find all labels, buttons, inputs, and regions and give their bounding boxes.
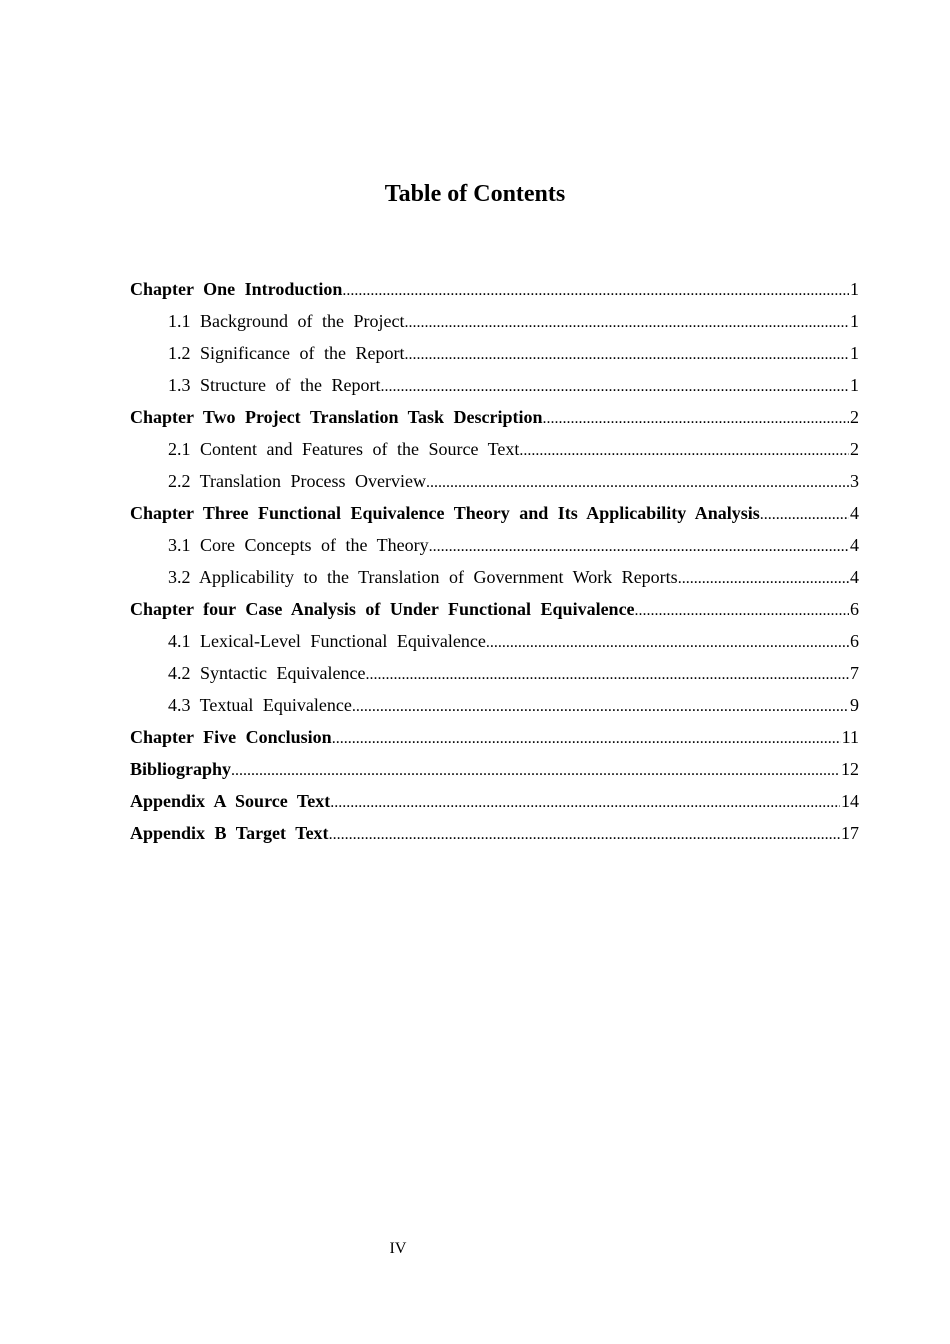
toc-entry-title: 4.1 Lexical-Level Functional Equivalence xyxy=(168,631,486,651)
dot-leader xyxy=(678,566,849,592)
toc-section-entry[interactable] xyxy=(130,532,859,564)
toc-page-number: 12 xyxy=(841,759,859,779)
toc-page-number: 2 xyxy=(850,407,859,427)
toc-chapter-entry[interactable] xyxy=(130,500,859,532)
toc-entry-title: Chapter Five Conclusion xyxy=(130,727,332,747)
toc-page-number: 9 xyxy=(850,695,859,715)
toc-page-number: 17 xyxy=(841,823,859,843)
toc-page-number: 4 xyxy=(850,503,859,523)
toc-chapter-entry[interactable] xyxy=(130,404,859,436)
dot-leader xyxy=(365,662,849,688)
toc-entry-title: 4.3 Textual Equivalence xyxy=(168,695,352,715)
dot-leader xyxy=(380,374,849,400)
toc-chapter-entry[interactable] xyxy=(130,724,859,756)
toc-section-entry[interactable] xyxy=(130,308,859,340)
page-number-footer: IV xyxy=(389,1240,407,1257)
toc-section-entry[interactable] xyxy=(130,436,859,468)
toc-page-number: 1 xyxy=(850,343,859,363)
toc-chapter-entry[interactable] xyxy=(130,788,859,820)
toc-section-entry[interactable] xyxy=(130,372,859,404)
dot-leader xyxy=(404,310,849,336)
toc-entry-title: Appendix B Target Text xyxy=(130,823,329,843)
toc-section-entry[interactable] xyxy=(130,628,859,660)
toc-page-number: 1 xyxy=(850,311,859,331)
toc-page-number: 1 xyxy=(850,375,859,395)
toc-entry-title: 2.1 Content and Features of the Source Text xyxy=(168,439,520,459)
dot-leader xyxy=(429,534,849,560)
toc-chapter-entry[interactable] xyxy=(130,756,859,788)
toc-section-entry[interactable] xyxy=(130,692,859,724)
toc-entry-title: 4.2 Syntactic Equivalence xyxy=(168,663,366,683)
table-of-contents xyxy=(130,276,859,852)
dot-leader xyxy=(231,758,840,784)
page-title: Table of Contents xyxy=(384,181,566,207)
toc-page-number: 14 xyxy=(841,791,859,811)
toc-chapter-entry[interactable] xyxy=(130,596,859,628)
toc-chapter-entry[interactable] xyxy=(130,276,859,308)
toc-page-number: 4 xyxy=(850,535,859,555)
toc-chapter-entry[interactable] xyxy=(130,820,859,852)
dot-leader xyxy=(332,726,841,752)
toc-entry-title: 3.1 Core Concepts of the Theory xyxy=(168,535,429,555)
dot-leader xyxy=(426,470,849,496)
toc-entry-title: Chapter Two Project Translation Task Description xyxy=(130,407,543,427)
toc-page-number: 3 xyxy=(850,471,859,491)
toc-page-number: 6 xyxy=(850,599,859,619)
toc-page-number: 7 xyxy=(850,663,859,683)
toc-page-number: 6 xyxy=(850,631,859,651)
toc-entry-title: Bibliography xyxy=(130,759,232,779)
toc-entry-title: 2.2 Translation Process Overview xyxy=(168,471,426,491)
toc-section-entry[interactable] xyxy=(130,340,859,372)
dot-leader xyxy=(352,694,849,720)
dot-leader xyxy=(635,598,849,624)
toc-entry-title: 1.1 Background of the Project xyxy=(168,311,405,331)
toc-entry-title: Chapter four Case Analysis of Under Functional Equivalence xyxy=(130,599,635,619)
toc-entry-title: 1.3 Structure of the Report xyxy=(168,375,381,395)
toc-page-number: 11 xyxy=(841,727,859,747)
toc-entry-title: Chapter One Introduction xyxy=(130,279,343,299)
toc-entry-title: Chapter Three Functional Equivalence Theory and Its Applicability Analysis xyxy=(130,503,760,523)
dot-leader xyxy=(329,822,840,848)
dot-leader xyxy=(760,502,849,528)
dot-leader xyxy=(330,790,840,816)
toc-section-entry[interactable] xyxy=(130,468,859,500)
toc-page-number: 2 xyxy=(850,439,859,459)
dot-leader xyxy=(543,406,849,432)
dot-leader xyxy=(519,438,849,464)
toc-entry-title: 1.2 Significance of the Report xyxy=(168,343,405,363)
toc-entry-title: Appendix A Source Text xyxy=(130,791,331,811)
dot-leader xyxy=(404,342,849,368)
toc-page-number: 4 xyxy=(850,567,859,587)
toc-entry-title: 3.2 Applicability to the Translation of Government Work Reports xyxy=(168,567,678,587)
dot-leader xyxy=(342,278,849,304)
toc-section-entry[interactable] xyxy=(130,660,859,692)
dot-leader xyxy=(486,630,849,656)
toc-section-entry[interactable] xyxy=(130,564,859,596)
toc-page-number: 1 xyxy=(850,279,859,299)
